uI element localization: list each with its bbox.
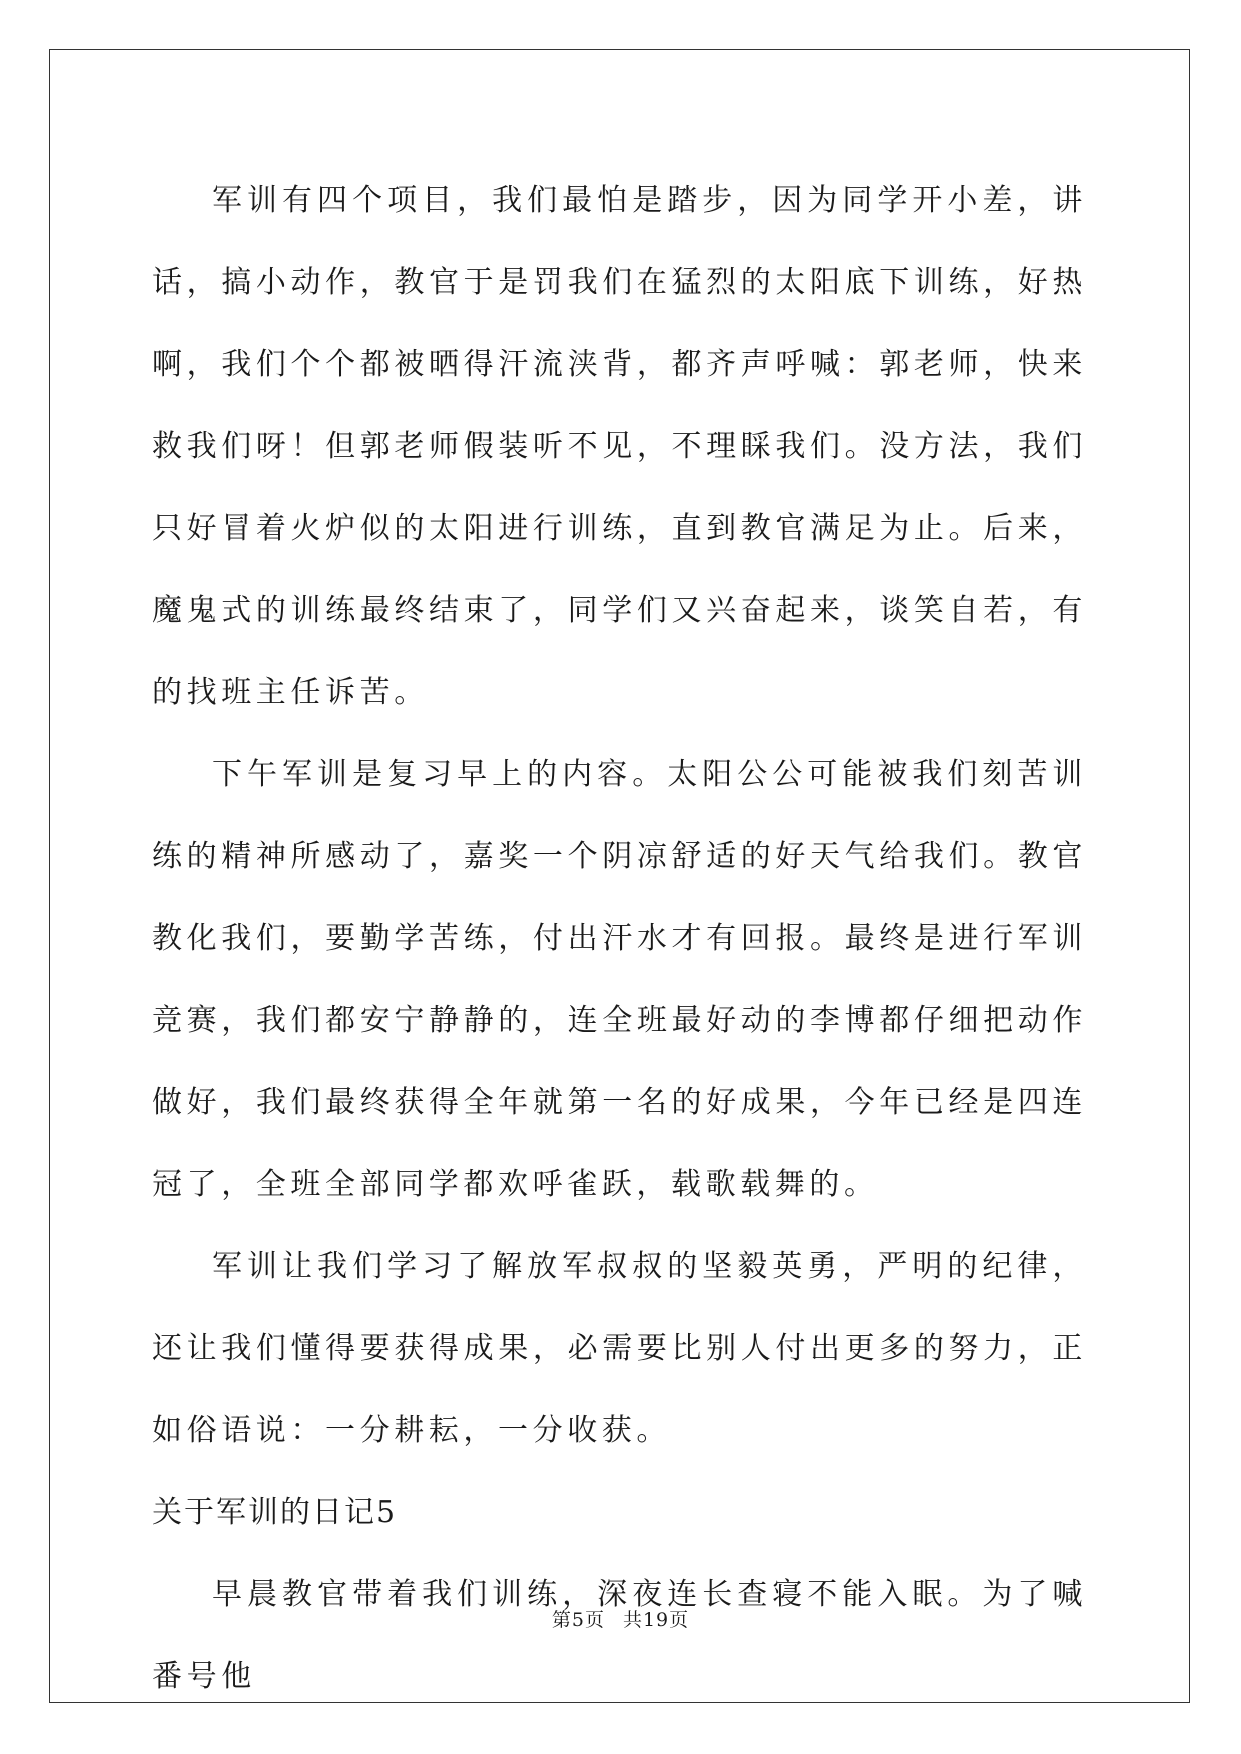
paragraph-military-training-items: 军训有四个项目，我们最怕是踏步，因为同学开小差，讲话，搞小动作，教官于是罚我们在猛烈的太阳底下训练，好热啊，我们个个都被晒得汗流浃背，都齐声呼喊：郭老师，快来救我们呀！但郭老师假装听不见，不理睬我们。没方法，我们只好冒着火炉似的太阳进行训练，直到教官满足为止。后来，魔鬼式的训练最终结束了，同学们又兴奋起来，谈笑自若，有的找班主任诉苦。: [152, 183, 1087, 710]
section-heading: 关于军训的日记5: [152, 1495, 398, 1530]
document-body: [152, 160, 1087, 1718]
paragraph-training-lessons: 军训让我们学习了解放军叔叔的坚毅英勇，严明的纪律，还让我们懂得要获得成果，必需要比别人付出更多的努力，正如俗语说：一分耕耘，一分收获。: [152, 1249, 1087, 1448]
page-footer: [0, 1605, 1241, 1632]
paragraph-morning-training: 早晨教官带着我们训练，深夜连长查寝不能入眠。为了喊番号他: [152, 1577, 1087, 1694]
total-pages-label: 共19页: [622, 1609, 690, 1631]
page-number-label: 第5页: [551, 1609, 605, 1631]
paragraph-afternoon-training: 下午军训是复习早上的内容。太阳公公可能被我们刻苦训练的精神所感动了，嘉奖一个阴凉舒适的好天气给我们。教官教化我们，要勤学苦练，付出汗水才有回报。最终是进行军训竞赛，我们都安宁静静的，连全班最好动的李博都仔细把动作做好，我们最终获得全年就第一名的好成果，今年已经是四连冠了，全班全部同学都欢呼雀跃，载歌载舞的。: [152, 757, 1087, 1202]
